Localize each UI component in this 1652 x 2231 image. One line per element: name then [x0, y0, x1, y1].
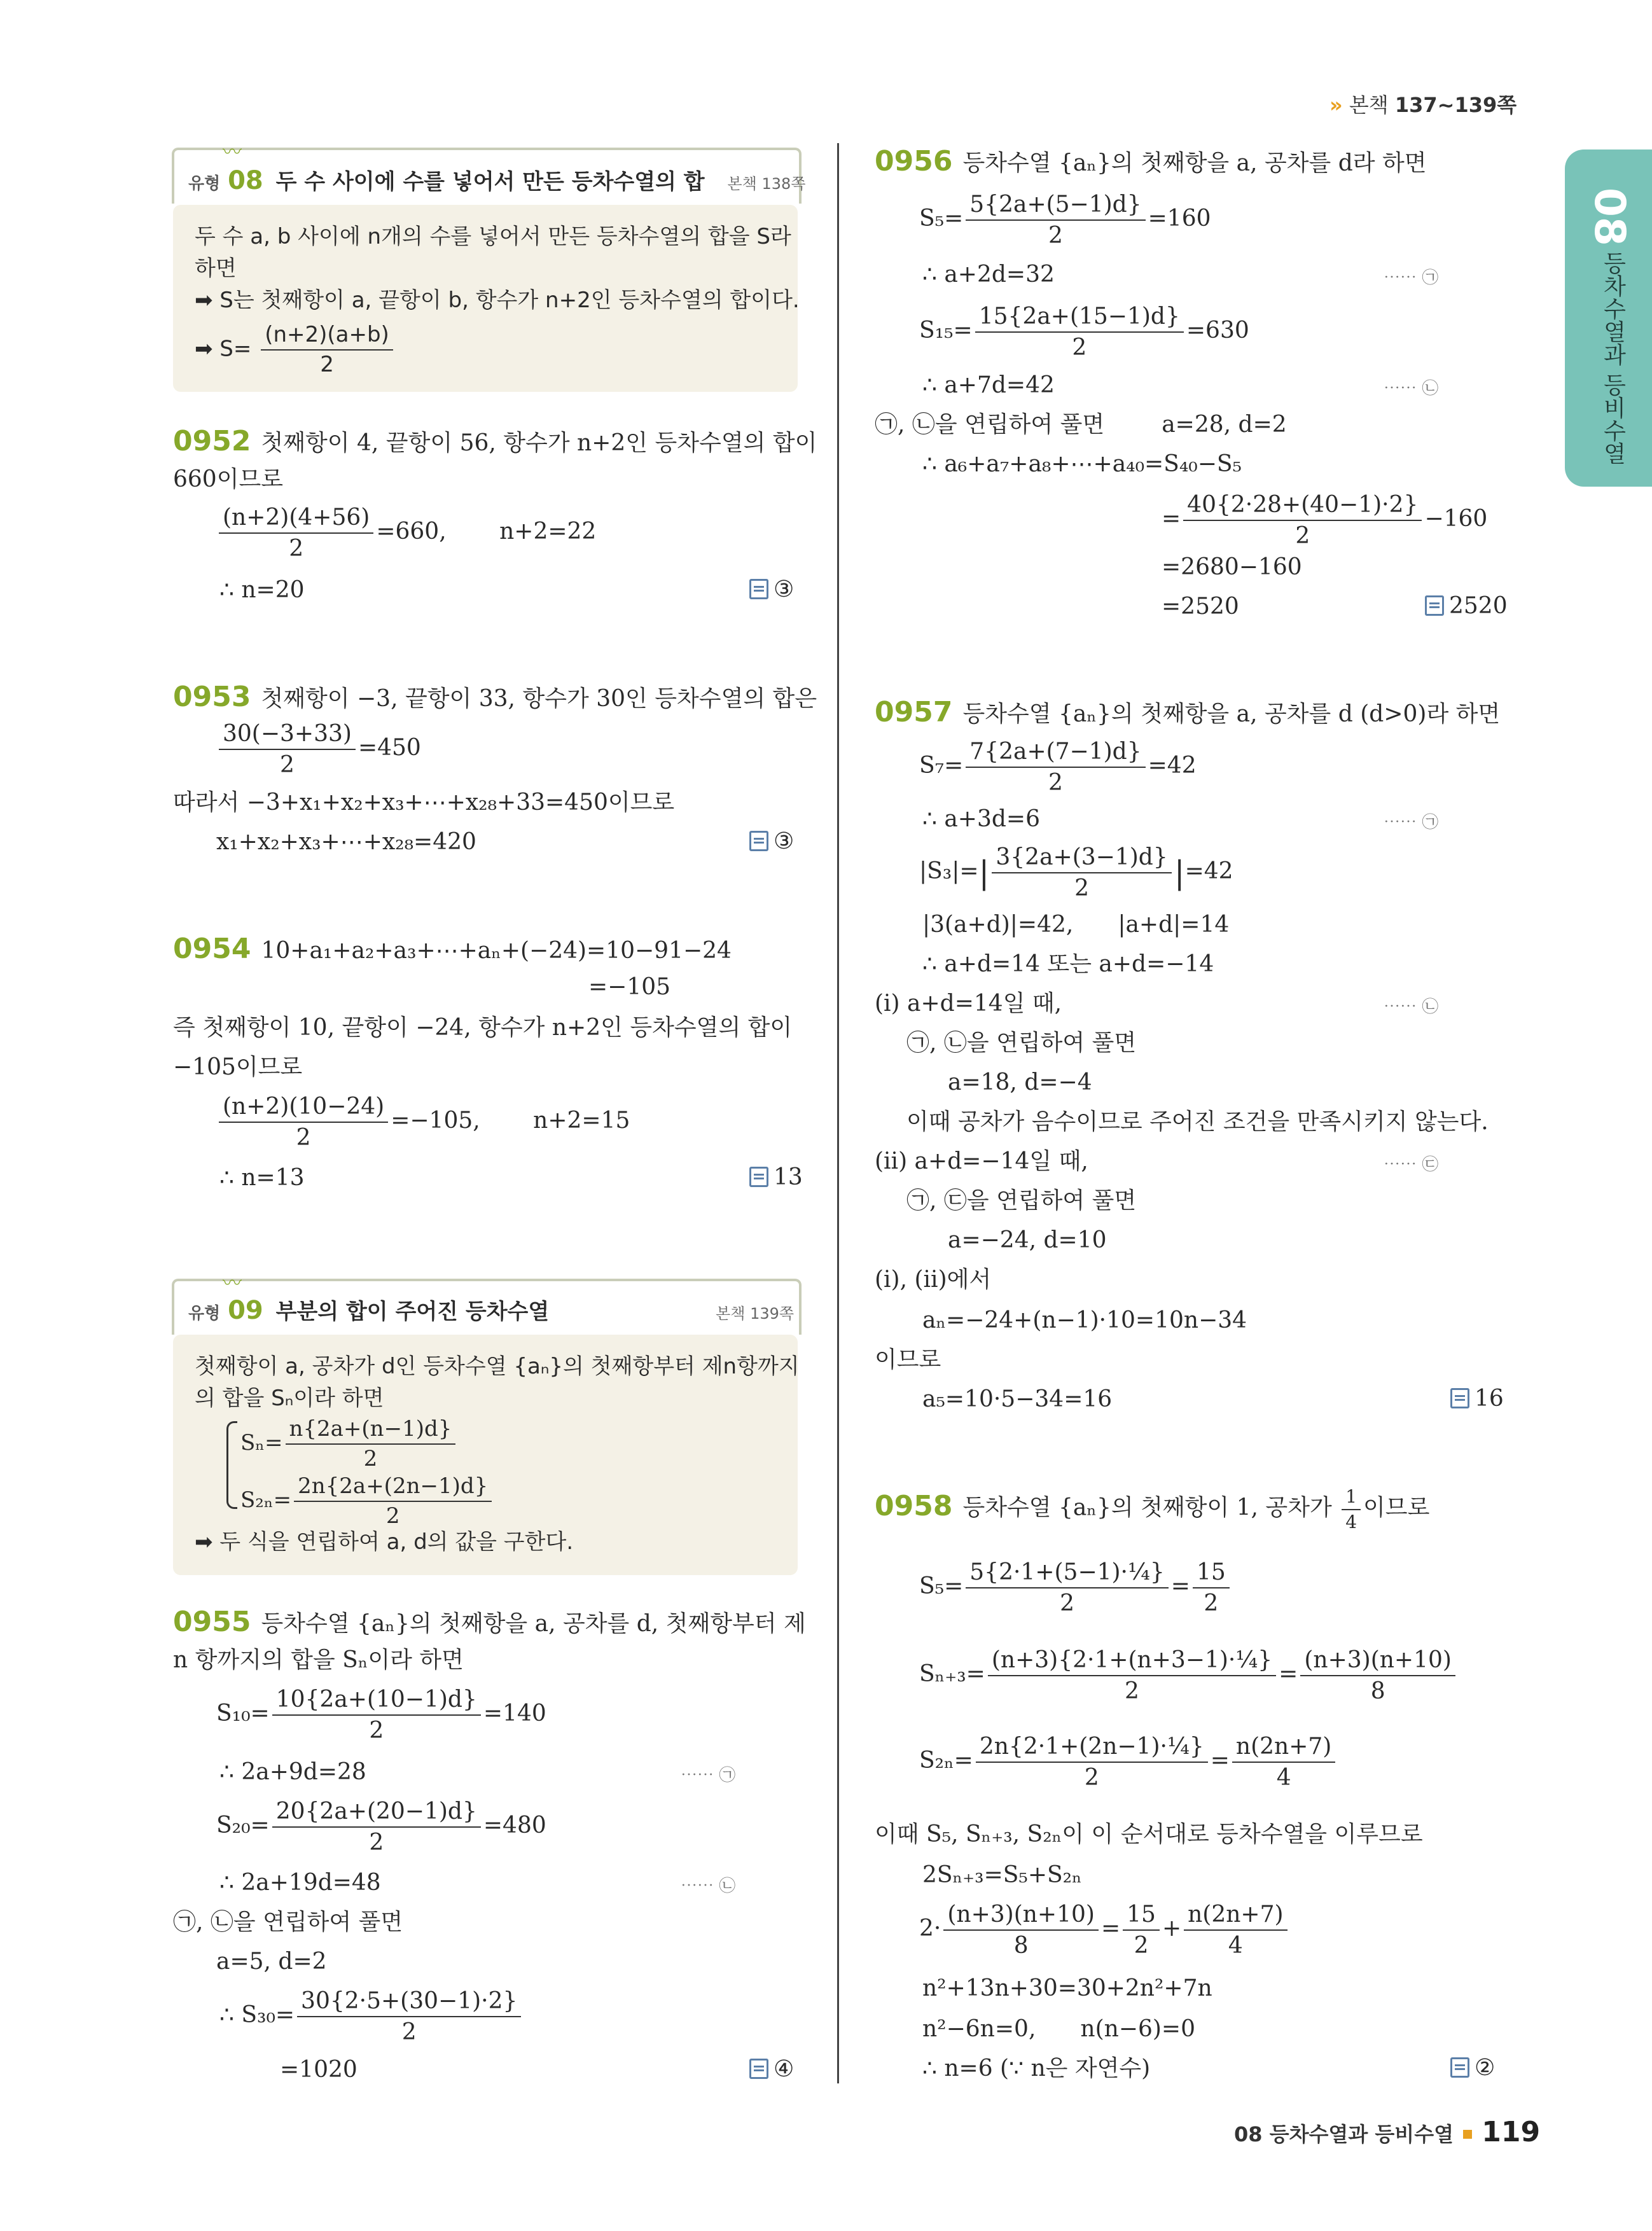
answer-icon	[749, 831, 768, 851]
page-reference: » 본책 137~139쪽	[1329, 93, 1517, 117]
problem-0953-line1: 0953 첫째항이 −3, 끝항이 33, 항수가 30인 등차수열의 합은	[173, 681, 817, 713]
chapter-tab-number: 08	[1585, 188, 1634, 246]
answer-icon	[1425, 595, 1444, 616]
answer-icon	[749, 2059, 768, 2079]
chevron-right-icon: »	[1329, 93, 1343, 117]
wave-icon: 〰	[223, 1272, 242, 1295]
answer-0957: 16	[1450, 1386, 1504, 1412]
wave-icon: 〰	[223, 141, 242, 163]
answer-0955: ④	[749, 2056, 794, 2082]
answer-0958: ②	[1450, 2055, 1495, 2081]
answer-icon	[749, 579, 768, 599]
problem-0958-line1: 0958 등차수열 {aₙ}의 첫째항이 1, 공차가 $\frac{1}{4}$ 이므로	[875, 1486, 1430, 1533]
page-number: 119	[1482, 2116, 1541, 2148]
problem-0952-line1: 0952 첫째항이 4, 끝항이 56, 항수가 n+2인 등차수열의 합이	[173, 425, 817, 457]
answer-icon	[749, 1167, 768, 1187]
problem-0956-line1: 0956 등차수열 {aₙ}의 첫째항을 a, 공차를 d라 하면	[875, 145, 1427, 177]
column-divider	[837, 143, 839, 2083]
answer-icon	[1450, 1388, 1469, 1408]
type09-box: 첫째항이 a, 공차가 d인 등차수열 {aₙ}의 첫째항부터 제n항까지 의 합을 Sₙ이라 하면 Sₙ= $\frac{n\{2a+(n-1)d\}}{2}$ S₂ₙ= $\frac{2n\{2a+(2n-1)d\}}{2}$ ➡ 두 식을 연립하여 a, d의 값을 구한다.	[173, 1335, 798, 1575]
problem-0955-line1: 0955 등차수열 {aₙ}의 첫째항을 a, 공차를 d, 첫째항부터 제	[173, 1606, 806, 1638]
chapter-tab-title: 등차수열과 등비수열	[1600, 251, 1626, 465]
answer-0956: 2520	[1425, 593, 1508, 619]
brace-left	[226, 1421, 237, 1509]
problem-0954-line1: 0954 10+a₁+a₂+a₃+⋯+aₙ+(−24)=10−91−24	[173, 933, 732, 965]
answer-icon	[1450, 2057, 1469, 2078]
type08-box: 두 수 a, b 사이에 n개의 수를 넣어서 만든 등차수열의 합을 S라 하면 ➡ S는 첫째항이 a, 끝항이 b, 항수가 n+2인 등차수열의 합이다. ➡ S= $\frac{(n+2)(a+b)}{2}$	[173, 205, 798, 392]
type08-title-row: 유형 08 두 수 사이에 수를 넣어서 만든 등차수열의 합 본책 138쪽	[188, 166, 806, 195]
chapter-side-tab[interactable]	[1565, 149, 1652, 487]
page-footer: 08 등차수열과 등비수열 119	[1234, 2116, 1541, 2148]
answer-0954: 13	[749, 1164, 803, 1190]
square-bullet-icon	[1463, 2130, 1472, 2139]
problem-0957-line1: 0957 등차수열 {aₙ}의 첫째항을 a, 공차를 d (d>0)라 하면	[875, 696, 1501, 728]
type09-title-row: 유형 09 부분의 합이 주어진 등차수열 본책 139쪽	[188, 1296, 795, 1325]
answer-0952: ③	[749, 576, 794, 602]
answer-0953: ③	[749, 828, 794, 854]
